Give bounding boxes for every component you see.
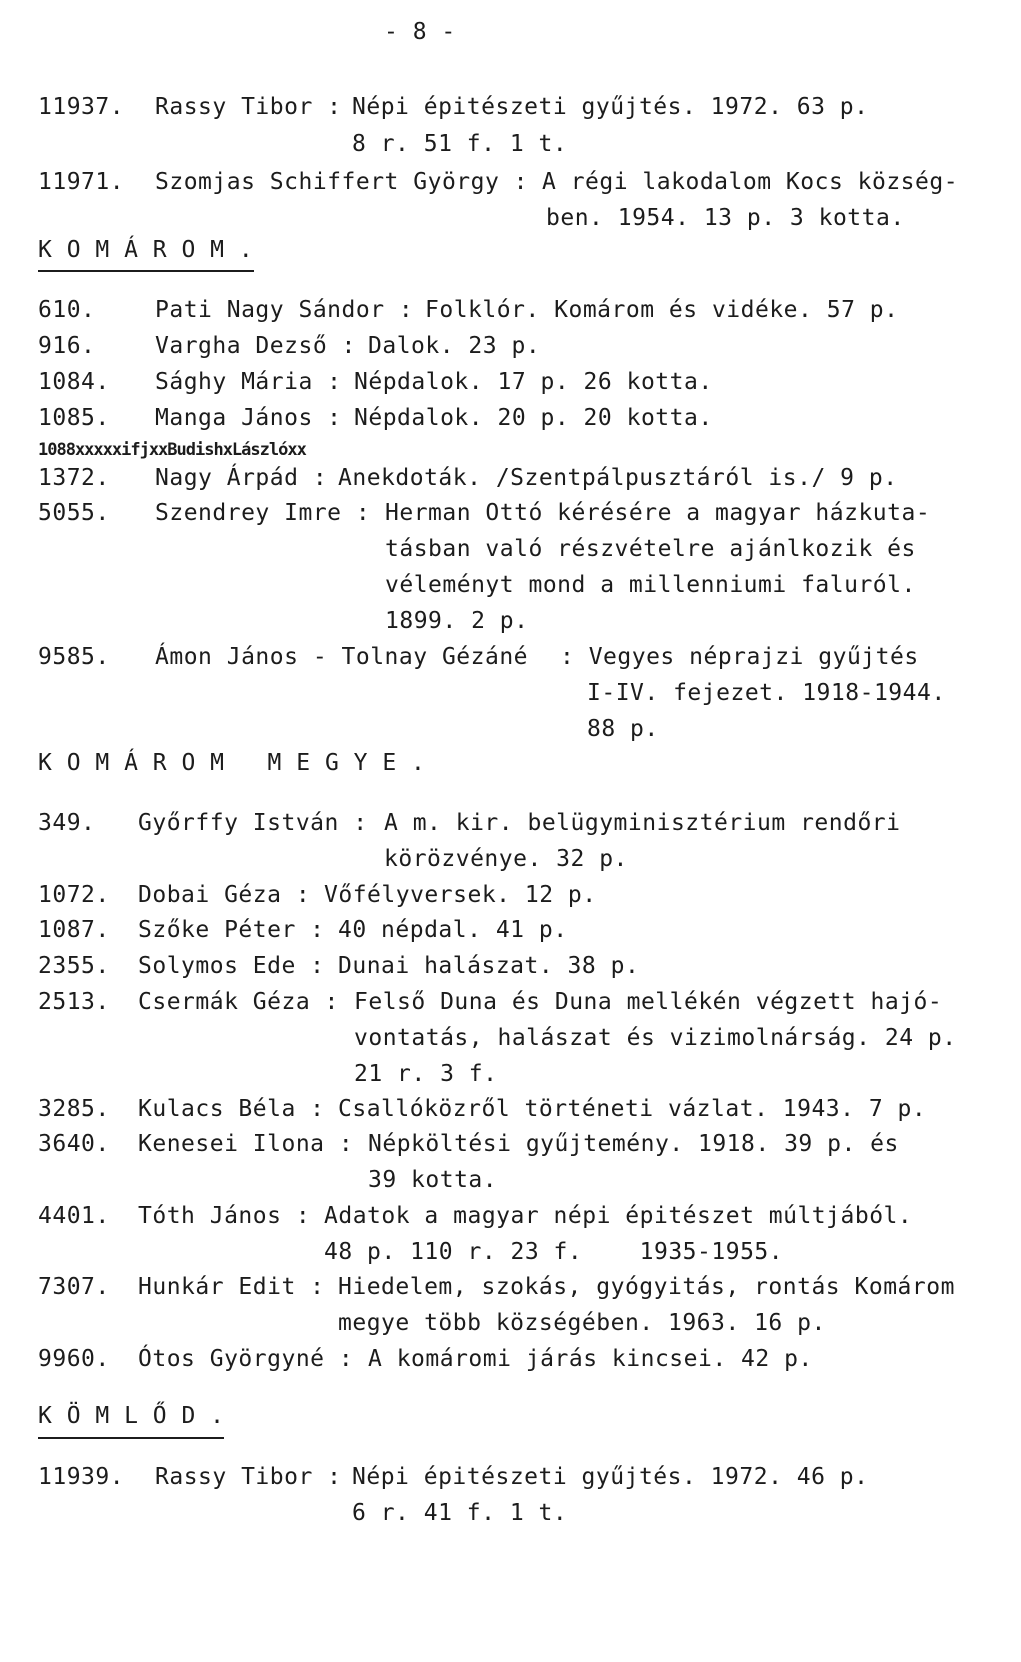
entry-number: 2355. <box>38 953 110 979</box>
entry-description: : Vegyes néprajzi gyűjtés <box>560 644 919 670</box>
entry-author: Rassy Tibor : <box>155 94 342 120</box>
entry-author: Szőke Péter : <box>138 917 325 943</box>
entry-number: 349. <box>38 810 96 836</box>
entry-description: Adatok a magyar népi épitészet múltjából. <box>324 1203 913 1229</box>
entry-number: 1085. <box>38 405 110 431</box>
entry-number: 7307. <box>38 1274 110 1300</box>
entry-number: 3285. <box>38 1096 110 1122</box>
entry-description: Anekdoták. /Szentpálpusztáról is./ 9 p. <box>338 465 898 491</box>
entry-number: 9960. <box>38 1346 110 1372</box>
entry-number: 5055. <box>38 500 110 526</box>
entry-description: Folklór. Komárom és vidéke. 57 p. <box>425 297 899 323</box>
entry-number: 1084. <box>38 369 110 395</box>
section-heading: K O M Á R O M . <box>38 237 254 263</box>
entry-number: 11937. <box>38 94 125 120</box>
section-heading: K Ö M L Ő D . <box>38 1403 225 1429</box>
entry-number: 9585. <box>38 644 110 670</box>
entry-author: Ámon János - Tolnay Gézáné <box>155 644 529 670</box>
page-number: - 8 - <box>384 19 456 45</box>
entry-description: 40 népdal. 41 p. <box>338 917 568 943</box>
entry-continuation: 39 kotta. <box>368 1167 498 1193</box>
entry-description: Népköltési gyűjtemény. 1918. 39 p. és <box>368 1131 899 1157</box>
entry-author: Dobai Géza : <box>138 882 311 908</box>
entry-description: Népdalok. 20 p. 20 kotta. <box>354 405 713 431</box>
entry-description: Felső Duna és Duna mellékén végzett hajó- <box>354 989 943 1015</box>
entry-author: Tóth János : <box>138 1203 311 1229</box>
entry-author: Kulacs Béla : <box>138 1096 325 1122</box>
entry-number: 1087. <box>38 917 110 943</box>
entry-number: 11971. <box>38 169 125 195</box>
entry-description: A komáromi járás kincsei. 42 p. <box>368 1346 813 1372</box>
entry-number: 4401. <box>38 1203 110 1229</box>
entry-continuation: 6 r. 41 f. 1 t. <box>352 1500 568 1526</box>
entry-continuation: 1899. 2 p. <box>385 608 529 634</box>
entry-author: Ótos Györgyné : <box>138 1346 354 1372</box>
entry-number: 916. <box>38 333 96 359</box>
entry-author: Solymos Ede : <box>138 953 325 979</box>
entry-author: Szendrey Imre : <box>155 500 371 526</box>
entry-author: Sághy Mária : <box>155 369 342 395</box>
entry-number: 11939. <box>38 1464 125 1490</box>
entry-author: Vargha Dezső : <box>155 333 356 359</box>
entry-continuation: megye több községében. 1963. 16 p. <box>338 1310 826 1336</box>
entry-description: Népi épitészeti gyűjtés. 1972. 63 p. <box>352 94 869 120</box>
entry-author: Csermák Géza : <box>138 989 339 1015</box>
entry-continuation: vontatás, halászat és vizimolnárság. 24 p. <box>354 1025 957 1051</box>
entry-author: Manga János : <box>155 405 342 431</box>
entry-description: Vőfélyversek. 12 p. <box>324 882 597 908</box>
entry-number: 1372. <box>38 465 110 491</box>
entry-author: Győrffy István : <box>138 810 368 836</box>
entry-number: 1072. <box>38 882 110 908</box>
entry-continuation: 88 p. <box>587 716 659 742</box>
entry-description: Hiedelem, szokás, gyógyitás, rontás Komárom <box>338 1274 955 1300</box>
heading-underline <box>38 270 254 272</box>
entry-description: Dunai halászat. 38 p. <box>338 953 640 979</box>
entry-author: Szomjas Schiffert György : <box>155 169 529 195</box>
entry-author: Pati Nagy Sándor : <box>155 297 414 323</box>
entry-description: Herman Ottó kérésére a magyar házkuta- <box>385 500 931 526</box>
entry-author: Rassy Tibor : <box>155 1464 342 1490</box>
entry-number: 610. <box>38 297 96 323</box>
entry-continuation: 8 r. 51 f. 1 t. <box>352 131 568 157</box>
entry-continuation: ben. 1954. 13 p. 3 kotta. <box>546 205 905 231</box>
entry-author: Hunkár Edit : <box>138 1274 325 1300</box>
entry-number: 3640. <box>38 1131 110 1157</box>
entry-description: A régi lakodalom Kocs község- <box>542 169 959 195</box>
entry-number: 2513. <box>38 989 110 1015</box>
entry-description: Csallóközről történeti vázlat. 1943. 7 p. <box>338 1096 927 1122</box>
entry-continuation: tásban való részvételre ajánlkozik és <box>385 536 916 562</box>
heading-underline <box>38 1437 224 1439</box>
entry-description: Népi épitészeti gyűjtés. 1972. 46 p. <box>352 1464 869 1490</box>
entry-continuation: I-IV. fejezet. 1918-1944. <box>587 680 946 706</box>
entry-continuation: körözvénye. 32 p. <box>384 846 628 872</box>
entry-author: Kenesei Ilona : <box>138 1131 354 1157</box>
entry-author: Nagy Árpád : <box>155 465 328 491</box>
entry-description: A m. kir. belügyminisztérium rendőri <box>384 810 901 836</box>
entry-description: Népdalok. 17 p. 26 kotta. <box>354 369 713 395</box>
entry-continuation: 48 p. 110 r. 23 f. 1935-1955. <box>324 1239 784 1265</box>
entry-continuation: véleményt mond a millenniumi faluról. <box>385 572 916 598</box>
struck-out-line: 1088xxxxxifjxxBudishxLászlóxx <box>38 440 306 460</box>
entry-continuation: 21 r. 3 f. <box>354 1061 498 1087</box>
entry-description: Dalok. 23 p. <box>368 333 541 359</box>
section-heading: K O M Á R O M M E G Y E . <box>38 750 426 776</box>
